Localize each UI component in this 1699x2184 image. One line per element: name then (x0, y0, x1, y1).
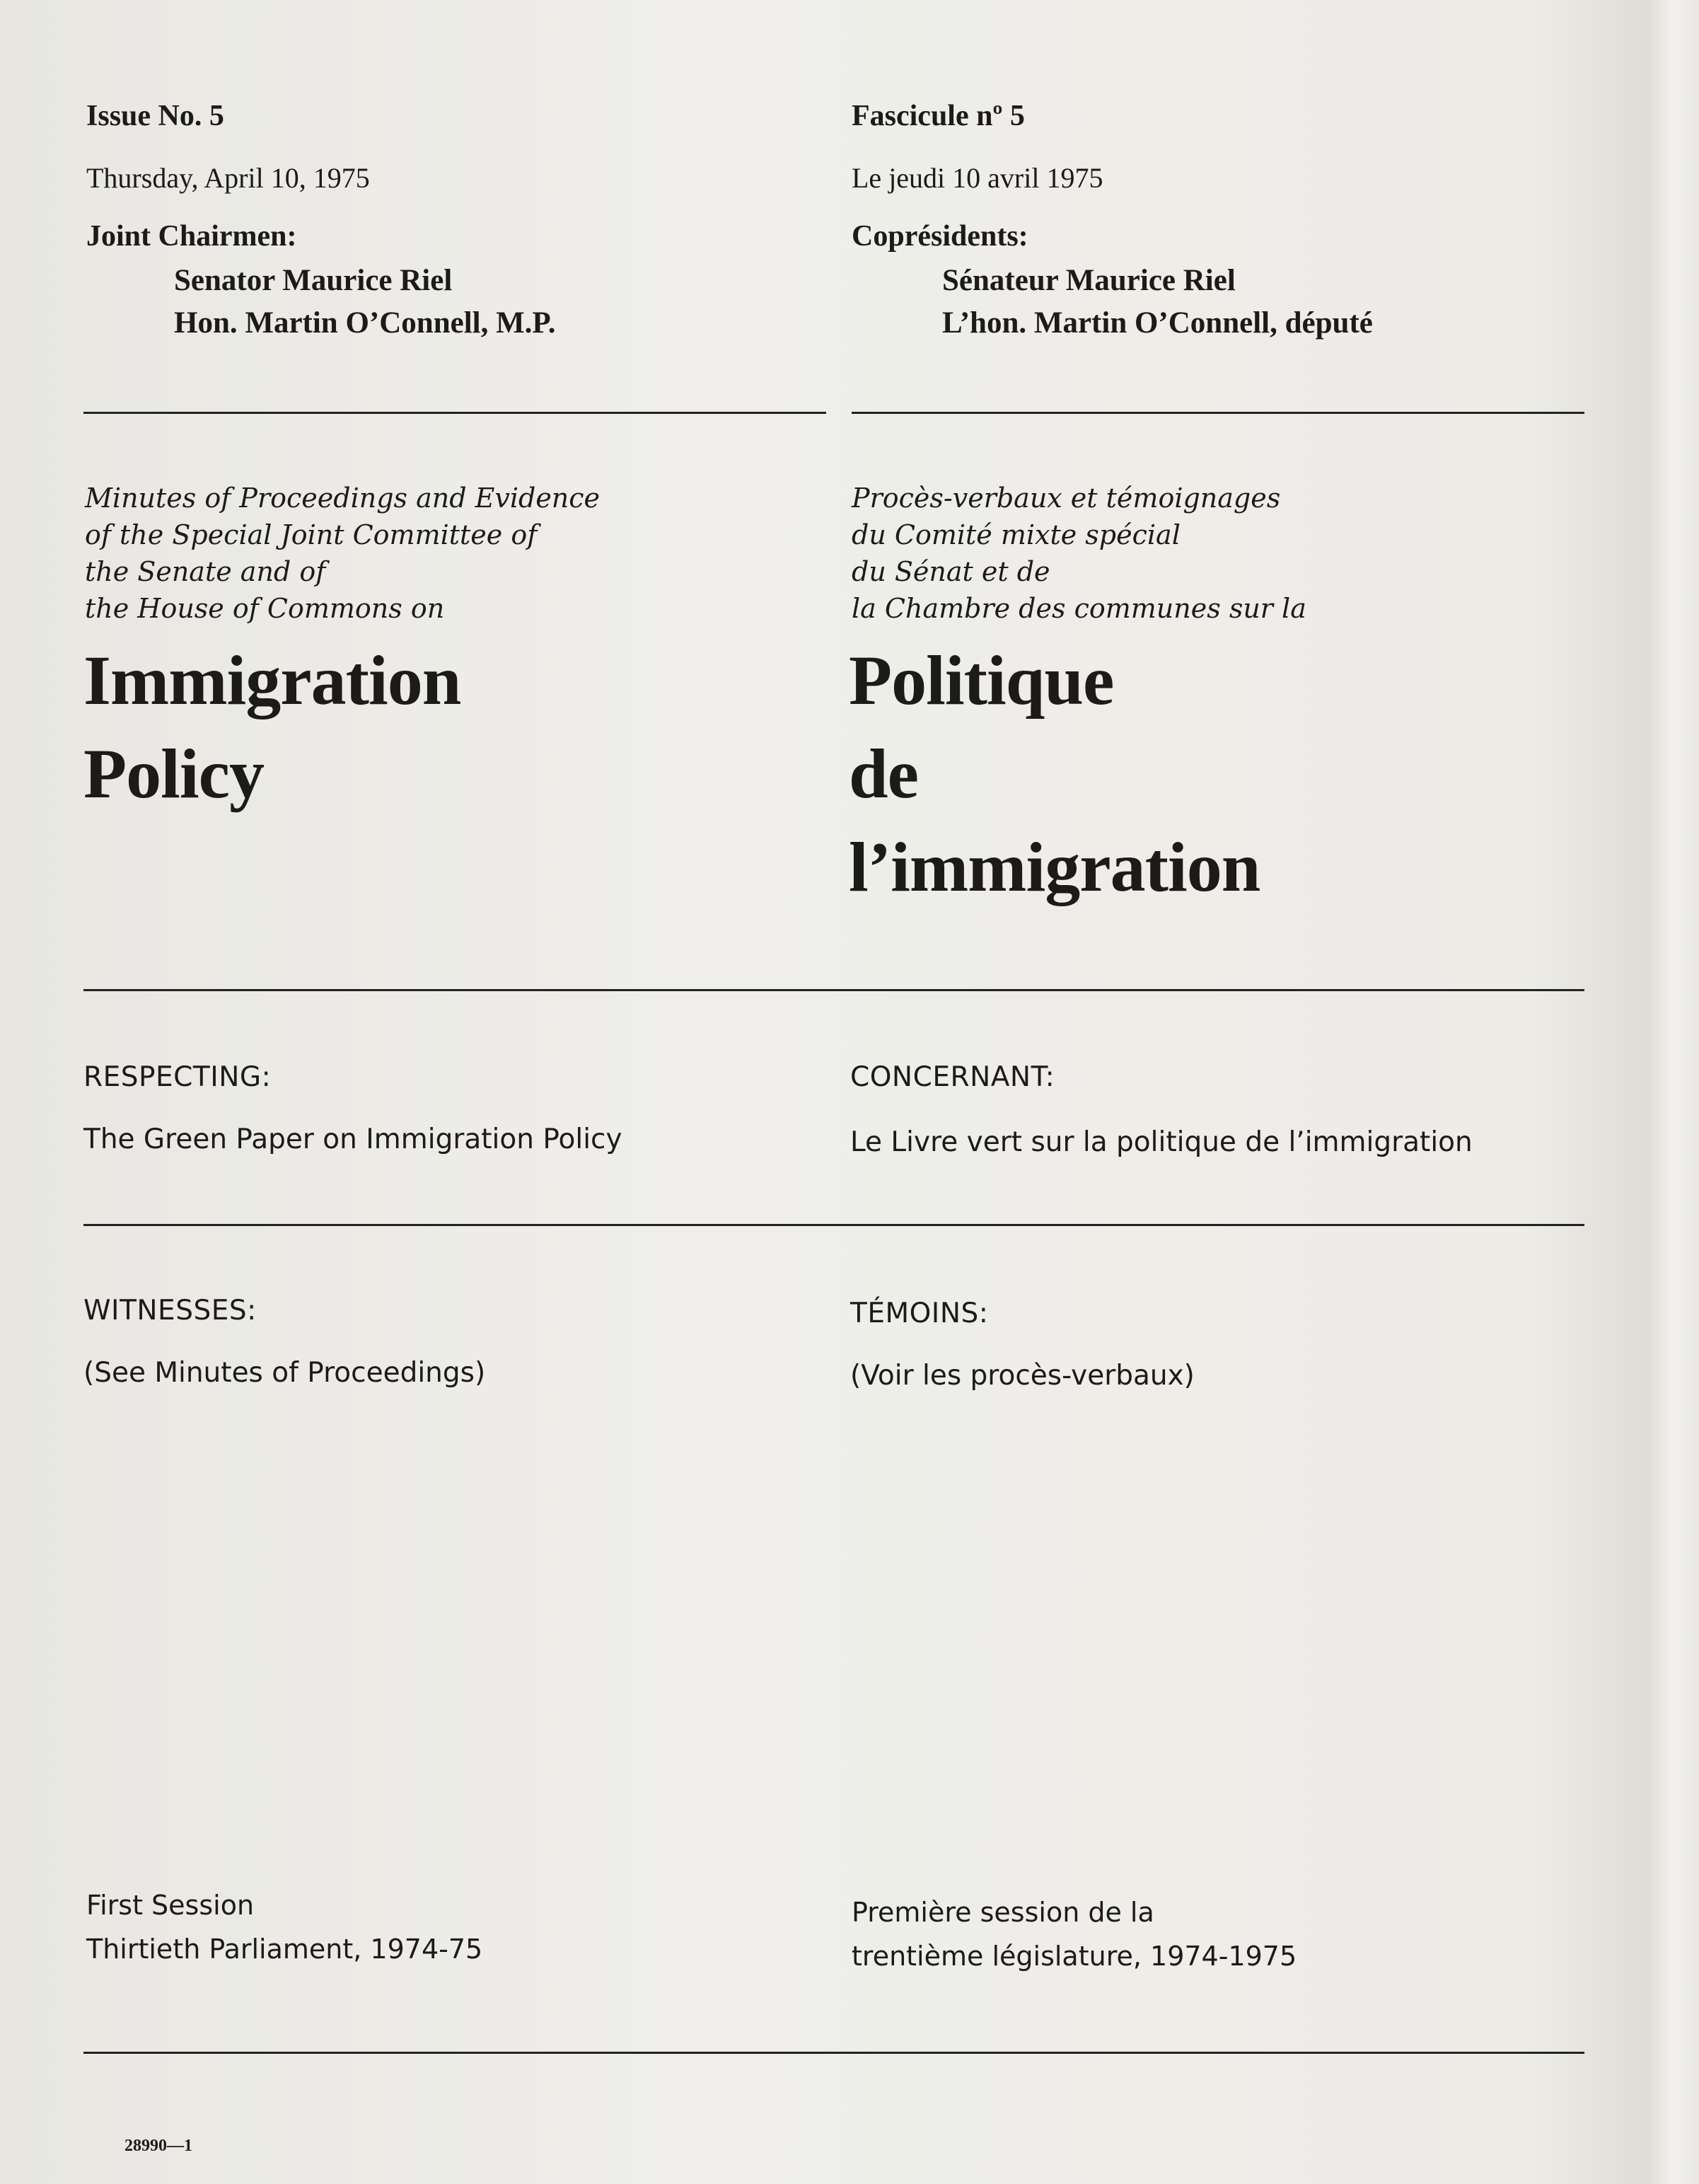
subtitle-line: the House of Commons on (85, 593, 445, 624)
divider (83, 989, 1584, 991)
joint-chairmen-label: Joint Chairmen: (86, 220, 297, 253)
subtitle-fr (852, 480, 1587, 627)
temoins-label: TÉMOINS: (850, 1298, 989, 1329)
issue-number-en: Issue No. 5 (86, 100, 224, 132)
chair-1-en: Senator Maurice Riel (174, 264, 453, 297)
session-line: Première session de la (852, 1897, 1154, 1928)
divider (83, 2052, 1584, 2054)
divider (83, 412, 826, 414)
session-line: Thirtieth Parliament, 1974-75 (86, 1934, 483, 1965)
session-en (86, 1883, 822, 1971)
title-line: de (849, 734, 918, 813)
concernant-label: CONCERNANT: (850, 1061, 1055, 1093)
divider (83, 1224, 1584, 1226)
subtitle-en (85, 480, 820, 627)
divider (852, 412, 1584, 414)
date-fr: Le jeudi 10 avril 1975 (852, 162, 1103, 194)
subtitle-line: Procès-verbaux et témoignages (852, 483, 1281, 514)
respecting-text: The Green Paper on Immigration Policy (83, 1123, 622, 1155)
chair-2-fr: L’hon. Martin O’Connell, député (942, 306, 1373, 340)
session-line: trentième législature, 1974-1975 (852, 1941, 1297, 1972)
title-line: Policy (83, 734, 265, 813)
chair-1-fr: Sénateur Maurice Riel (942, 264, 1236, 297)
title-en (83, 634, 819, 821)
chair-2-en: Hon. Martin O’Connell, M.P. (174, 306, 556, 340)
session-fr (852, 1890, 1587, 1978)
subtitle-line: du Sénat et de (852, 556, 1050, 587)
concernant-text: Le Livre vert sur la politique de l’immigration (850, 1126, 1473, 1158)
subtitle-line: du Comité mixte spécial (852, 519, 1181, 550)
title-line: Politique (849, 641, 1114, 720)
subtitle-line: the Senate and of (85, 556, 326, 587)
respecting-label: RESPECTING: (83, 1061, 272, 1093)
title-line: Immigration (83, 641, 461, 720)
issue-number-fr: Fascicule nº 5 (852, 100, 1025, 132)
subtitle-line: Minutes of Proceedings and Evidence (85, 483, 601, 514)
temoins-text: (Voir les procès-verbaux) (850, 1360, 1195, 1392)
session-line: First Session (86, 1890, 255, 1921)
subtitle-line: la Chambre des communes sur la (852, 593, 1306, 624)
witnesses-label: WITNESSES: (83, 1295, 257, 1327)
print-number: 28990—1 (124, 2137, 192, 2155)
copresidents-label: Coprésidents: (852, 220, 1028, 253)
subtitle-line: of the Special Joint Committee of (85, 519, 538, 550)
witnesses-text: (See Minutes of Proceedings) (83, 1357, 486, 1389)
date-en: Thursday, April 10, 1975 (86, 162, 370, 194)
title-line: l’immigration (849, 828, 1260, 906)
title-fr (849, 634, 1584, 914)
